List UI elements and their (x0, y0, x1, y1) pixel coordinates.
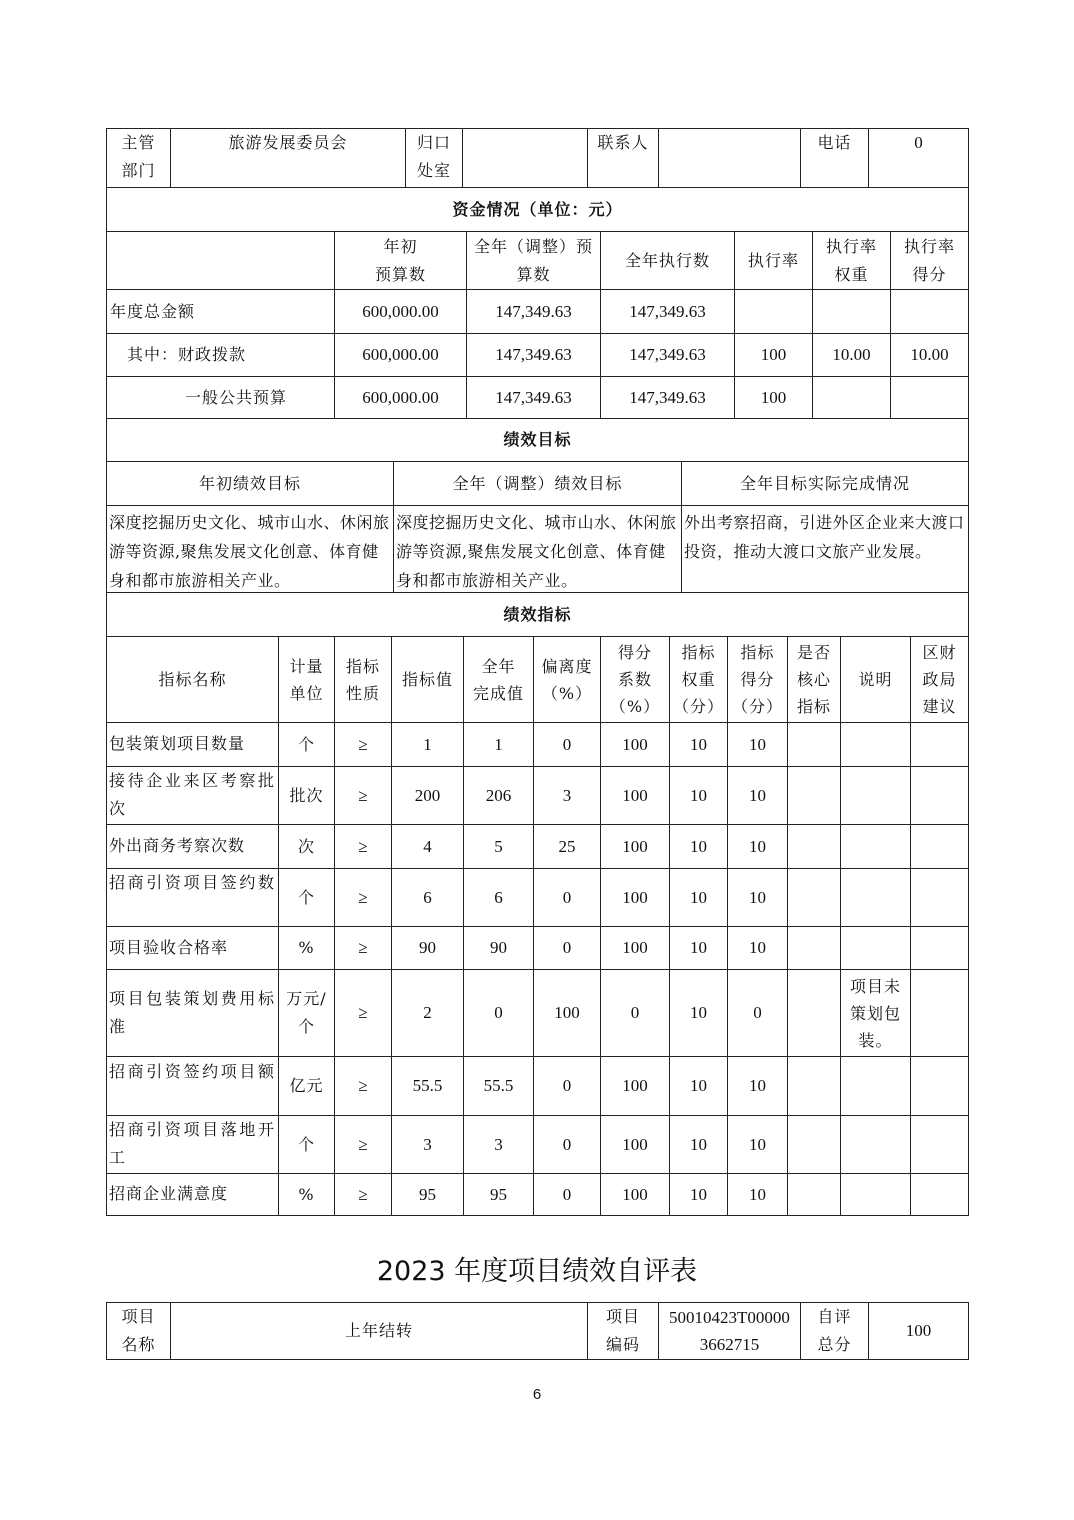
indicator-weight: 10 (690, 887, 707, 907)
indicator-unit: % (298, 938, 315, 957)
indicator-core (788, 970, 840, 1056)
indicator-advice (911, 970, 968, 1056)
indicator-coef: 100 (622, 836, 648, 856)
indicator-name: 项目验收合格率 (109, 937, 229, 957)
indicator-note (841, 767, 910, 824)
funding-cell: 147,349.63 (495, 345, 572, 364)
indicator-note (841, 1174, 910, 1215)
indicator-score: 10 (749, 1184, 766, 1204)
table-rule-v (968, 128, 969, 188)
funding-row-label: 其中：财政拨款 (127, 345, 247, 364)
indicator-core (788, 767, 840, 824)
indicator-coef: 100 (622, 1076, 648, 1095)
indicator-target: 90 (419, 938, 436, 957)
indicator-col-header: 说明 (858, 670, 893, 689)
indicator-coef: 100 (622, 734, 648, 754)
indicator-advice (911, 1116, 968, 1173)
funding-cell: 10.00 (910, 345, 949, 364)
table-rule-v (968, 592, 969, 637)
table-rule-v (968, 231, 969, 419)
indicator-weight: 10 (690, 1003, 707, 1022)
indicator-deviation: 0 (562, 1076, 572, 1095)
goal-text: 深度挖掘历史文化、城市山水、休闲旅游等资源,聚焦发展文化创意、体育健身和都市旅游相关产业。 (109, 513, 390, 590)
table-rule-v (968, 636, 969, 1216)
indicator-target: 1 (423, 734, 432, 754)
indicator-note (841, 1116, 910, 1173)
next-form-title: 2023 年度项目绩效自评表 (376, 1256, 698, 1287)
funding-row-label: 年度总金额 (110, 301, 196, 321)
goal-col-header: 全年（调整）绩效目标 (452, 473, 623, 493)
indicator-coef: 100 (622, 938, 648, 957)
indicator-name: 招商引资项目签约数 (109, 873, 276, 892)
goal-text: 外出考察招商，引进外区企业来大渡口投资，推动大渡口文旅产业发展。 (684, 513, 965, 561)
funding-cell (891, 377, 968, 418)
funding-section-title: 资金情况（单位：元） (452, 199, 623, 219)
project-name-value: 上年结转 (344, 1321, 413, 1340)
indicator-advice (911, 927, 968, 969)
funding-cell (891, 290, 968, 333)
indicator-unit: % (298, 1184, 315, 1204)
indicator-name: 外出商务考察次数 (109, 836, 246, 855)
indicator-nature: ≥ (358, 1076, 368, 1095)
table-rule-v (968, 461, 969, 593)
office-value (463, 129, 587, 187)
indicator-actual: 1 (494, 734, 503, 754)
indicator-deviation: 0 (562, 734, 572, 754)
indicator-note (841, 869, 910, 926)
indicator-deviation: 0 (562, 1184, 572, 1204)
indicator-weight: 10 (690, 1134, 707, 1154)
indicator-core (788, 1174, 840, 1215)
indicator-score: 10 (749, 938, 766, 957)
funding-row-label: 一般公共预算 (185, 387, 288, 407)
indicator-unit: 个 (297, 1134, 315, 1154)
indicator-col-header: 指标 权重 （分） (672, 643, 724, 716)
funding-cell: 600,000.00 (362, 301, 439, 321)
indicator-note (841, 825, 910, 868)
funding-cell: 100 (760, 387, 787, 407)
indicator-nature: ≥ (358, 785, 368, 805)
funding-cell: 600,000.00 (362, 345, 439, 364)
indicator-advice (911, 1174, 968, 1215)
dept-value: 旅游发展委员会 (228, 133, 348, 152)
indicator-weight: 10 (690, 836, 707, 856)
indicator-target: 3 (423, 1134, 432, 1154)
funding-cell: 147,349.63 (495, 301, 572, 321)
indicator-nature: ≥ (358, 887, 368, 907)
indicator-col-header: 是否 核心 指标 (796, 643, 831, 716)
contact-label: 联系人 (597, 133, 649, 152)
indicator-col-header: 区财 政局 建议 (922, 643, 957, 716)
indicator-score: 10 (749, 1076, 766, 1095)
funding-col-header: 全年（调整）预 算数 (473, 236, 593, 284)
indicator-col-header: 偏离度 （%） (541, 656, 593, 703)
indicator-col-header: 指标 得分 （分） (731, 643, 783, 716)
project-code-value: 50010423T00000 3662715 (669, 1308, 790, 1354)
indicator-actual: 3 (494, 1134, 503, 1154)
indicator-core (788, 723, 840, 766)
indicator-deviation: 100 (554, 1003, 580, 1022)
indicator-note: 项目未 策划包 装。 (849, 976, 901, 1050)
indicator-deviation: 0 (562, 887, 572, 907)
goals-section-title: 绩效目标 (503, 430, 572, 449)
indicator-target: 6 (423, 887, 432, 907)
funding-col-header: 执行率 得分 (903, 236, 955, 284)
indicator-weight: 10 (690, 785, 707, 805)
indicator-core (788, 927, 840, 969)
indicator-score: 10 (749, 887, 766, 907)
indicator-score: 10 (749, 836, 766, 856)
indicator-nature: ≥ (358, 1003, 368, 1022)
project-code-label: 项目 编码 (605, 1307, 640, 1354)
indicator-advice (911, 767, 968, 824)
indicator-col-header: 指标值 (401, 670, 453, 689)
funding-cell (813, 377, 890, 418)
indicator-note (841, 927, 910, 969)
goal-col-header: 全年目标实际完成情况 (739, 473, 910, 493)
funding-cell: 10.00 (832, 345, 871, 364)
funding-cell: 147,349.63 (629, 345, 706, 364)
indicator-core (788, 1116, 840, 1173)
indicator-actual: 0 (494, 1003, 503, 1022)
office-label: 归口 处室 (416, 133, 451, 180)
indicator-coef: 100 (622, 1134, 648, 1154)
indicator-advice (911, 1057, 968, 1115)
indicator-weight: 10 (690, 734, 707, 754)
dept-label: 主管 部门 (121, 133, 156, 180)
funding-cell (813, 290, 890, 333)
indicator-name: 招商引资签约项目额 (109, 1061, 276, 1081)
indicator-note (841, 1057, 910, 1115)
indicators-section-title: 绩效指标 (503, 604, 572, 624)
funding-col-header: 全年执行数 (624, 250, 710, 270)
indicator-score: 10 (749, 785, 766, 805)
indicator-weight: 10 (690, 1184, 707, 1204)
indicator-coef: 100 (622, 785, 648, 805)
indicator-score: 10 (749, 1134, 766, 1154)
indicator-core (788, 1057, 840, 1115)
indicator-actual: 95 (490, 1184, 507, 1204)
self-score-label: 自评 总分 (817, 1307, 852, 1354)
self-score-value: 100 (905, 1321, 932, 1340)
funding-cell: 100 (760, 345, 787, 364)
indicator-nature: ≥ (358, 1184, 368, 1204)
indicator-actual: 206 (485, 785, 512, 805)
indicator-advice (911, 869, 968, 926)
funding-cell: 147,349.63 (629, 301, 706, 321)
funding-col-header: 执行率 (747, 250, 799, 270)
indicator-col-header: 计量 单位 (289, 656, 324, 703)
indicator-unit: 个 (297, 887, 315, 907)
funding-col-header: 年初 预算数 (374, 236, 426, 284)
indicator-nature: ≥ (358, 938, 368, 957)
indicator-deviation: 3 (562, 785, 572, 805)
funding-cell: 147,349.63 (629, 387, 706, 407)
indicator-name: 招商引资项目落地开工 (109, 1120, 276, 1167)
indicator-name: 项目包装策划费用标准 (109, 988, 276, 1036)
indicator-actual: 55.5 (483, 1076, 514, 1095)
indicator-name: 招商企业满意度 (109, 1184, 229, 1203)
indicator-unit: 批次 (289, 785, 324, 805)
indicator-advice (911, 723, 968, 766)
indicator-unit: 次 (297, 836, 315, 856)
phone-label: 电话 (817, 133, 852, 152)
indicator-target: 55.5 (412, 1076, 443, 1095)
indicator-note (841, 723, 910, 766)
table-rule-v (968, 1302, 969, 1360)
goal-col-header: 年初绩效目标 (198, 473, 301, 493)
table-rule-v (968, 418, 969, 462)
indicator-score: 0 (753, 1003, 762, 1022)
indicator-unit: 万元/ 个 (286, 989, 327, 1036)
indicator-target: 2 (423, 1003, 432, 1022)
indicator-name: 包装策划项目数量 (109, 734, 246, 753)
indicator-core (788, 825, 840, 868)
indicator-name: 接待企业来区考察批次 (109, 771, 276, 818)
indicator-unit: 个 (297, 734, 315, 754)
indicator-weight: 10 (690, 1076, 707, 1095)
funding-cell: 600,000.00 (362, 387, 439, 407)
indicator-coef: 0 (630, 1003, 640, 1022)
indicator-actual: 5 (494, 836, 503, 856)
table-rule-h (106, 1359, 969, 1360)
phone-value: 0 (914, 133, 923, 152)
indicator-nature: ≥ (358, 1134, 368, 1154)
indicator-target: 4 (423, 836, 432, 856)
indicator-col-header: 指标名称 (158, 670, 227, 689)
goal-text: 深度挖掘历史文化、城市山水、休闲旅游等资源,聚焦发展文化创意、体育健身和都市旅游相关产业。 (396, 513, 677, 590)
indicator-col-header: 得分 系数 （%） (609, 643, 661, 716)
indicator-coef: 100 (622, 887, 648, 907)
indicator-nature: ≥ (358, 734, 368, 754)
indicator-advice (911, 825, 968, 868)
page-number: 6 (532, 1386, 542, 1403)
indicator-col-header: 指标 性质 (345, 656, 380, 703)
indicator-deviation: 0 (562, 938, 572, 957)
funding-cell: 147,349.63 (495, 387, 572, 407)
indicator-actual: 90 (490, 938, 507, 957)
indicator-actual: 6 (494, 887, 503, 907)
indicator-deviation: 25 (558, 836, 576, 856)
indicator-target: 95 (419, 1184, 436, 1204)
indicator-col-header: 全年 完成值 (472, 656, 524, 703)
indicator-unit: 亿元 (289, 1076, 324, 1095)
funding-col-header: 执行率 权重 (825, 236, 877, 284)
indicator-core (788, 869, 840, 926)
indicator-weight: 10 (690, 938, 707, 957)
indicator-score: 10 (749, 734, 766, 754)
indicator-target: 200 (414, 785, 441, 805)
indicator-deviation: 0 (562, 1134, 572, 1154)
indicator-nature: ≥ (358, 836, 368, 856)
funding-cell (735, 290, 812, 333)
table-rule-v (968, 187, 969, 232)
contact-value (659, 129, 800, 187)
project-name-label: 项目 名称 (121, 1307, 156, 1354)
indicator-coef: 100 (622, 1184, 648, 1204)
